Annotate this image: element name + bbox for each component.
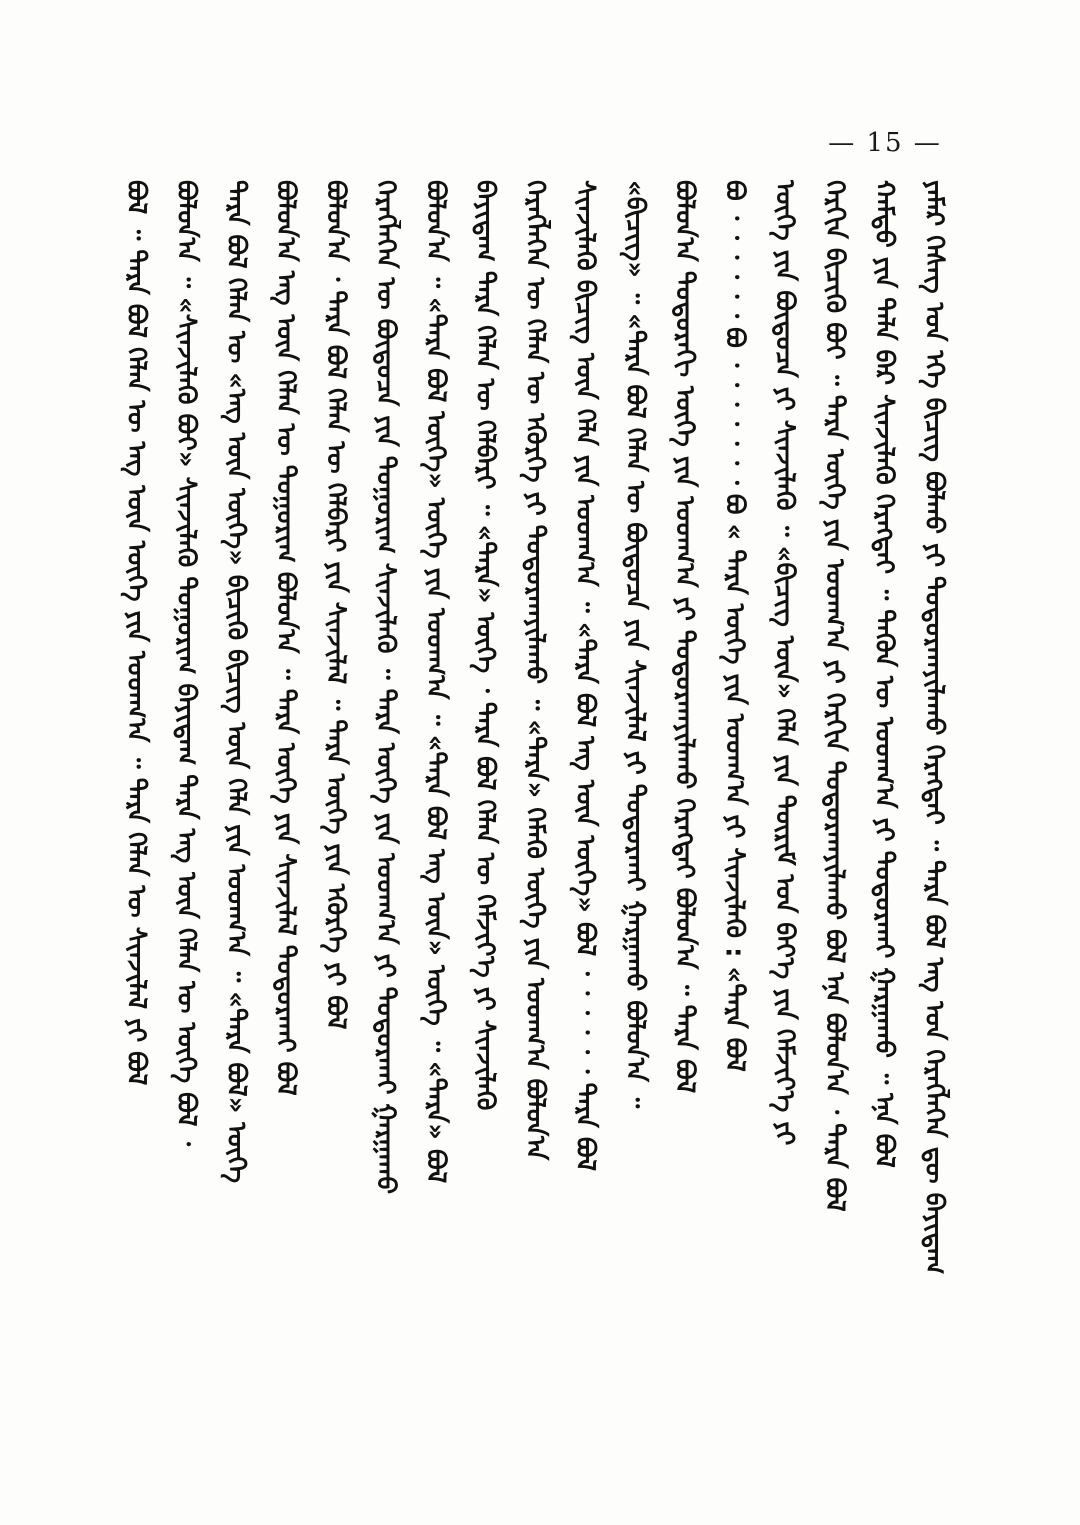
text-column: ᠪᠤᠯᠤᠨ᠎ᠠ ᠂ ᠲᠡᠷᠡ ᠪᠣᠯ ᠬᠡᠯᠡᠨ ᠦ ᠬᠡᠯᠪᠡᠷᠢ ᠶᠢᠨ ᠰᠢᠨᠵᠢᠯᠡᠯ ᠃ ᠲᠡᠷᠡ ᠦᠭᠡ ᠶᠢᠨ ᠡᠭᠦᠷᠭᠡ ᠶᠢ ᠪᠣᠯ <box>320 180 351 1030</box>
mongolian-text-body <box>120 180 950 1410</box>
text-column: ᠬᠠᠮᠲᠤ ᠶᠢᠨ ᠲᠠᠯᠠ ᠪᠠᠷ ᠰᠢᠨᠵᠢᠯᠡᠬᠦ ᠬᠡᠷᠡᠭᠲᠡᠢ ᠃ ᠲᠡᠭᠦᠨ ᠦ ᠤᠳᠬ᠎ᠠ ᠶᠢ ᠲᠣᠳᠣᠷᠬᠠᠢ ᠭᠠᠷᠭᠠᠬᠤ ᠃ ᠡᠨᠡ ᠪᠣᠯ <box>869 180 900 1168</box>
text-column: ᠬᠡᠷᠬᠢᠨ ᠪᠢᠴᠢᠬᠦ ᠪᠤᠢ ᠃ ᠲᠡᠷᠡ ᠦᠭᠡ ᠶᠢᠨ ᠤᠳᠬ᠎ᠠ ᠶᠢ ᠬᠡᠷᠬᠢᠨ ᠲᠣᠳᠣᠷᠬᠠᠶᠢᠯᠠᠬᠤ ᠪᠣᠯ ᠡᠨᠡ ᠪᠣᠯᠤᠨ᠎ᠠ ᠂ ᠲᠡᠷᠡ ᠪᠣᠯ <box>819 180 850 1212</box>
text-column: ᠲᠡᠷᠡ ᠪᠣᠯ ᠬᠡᠯᠡᠨ ᠦ «ᠡᠩ ᠦᠨ ᠦᠭᠡ» ᠪᠢᠴᠢᠬᠦ ᠪᠢᠴᠢᠭ ᠦᠨ ᠬᠡᠯᠡ ᠶᠢᠨ ᠤᠳᠬ᠎ᠠ ᠃ «ᠲᠡᠷᠡ ᠪᠣᠯ» ᠦᠭᠡ <box>220 180 251 1184</box>
text-column: ᠬᠡᠷᠡᠭᠯᠡᠭᠡᠨ ᠦ ᠬᠡᠯᠡᠨ ᠦ ᠡᠭᠦᠷᠭᠡ ᠶᠢ ᠲᠣᠳᠣᠷᠬᠠᠶᠢᠯᠠᠬᠤ ᠃ «ᠲᠡᠷᠡ» ᠬᠡᠮᠡᠬᠦ ᠦᠭᠡ ᠶᠢᠨ ᠤᠳᠬ᠎ᠠ ᠪᠣᠯᠤᠨ᠎ᠠ <box>520 180 550 1161</box>
text-column: ᠪᠣᠯ ᠃ ᠲᠡᠷᠡ ᠪᠣᠯ ᠬᠡᠯᠡᠨ ᠦ ᠡᠩ ᠦᠨ ᠦᠭᠡ ᠶᠢᠨ ᠤᠳᠬ᠎ᠠ ᠃ ᠲᠡᠷᠡ ᠬᠡᠯᠡᠨ ᠦ ᠰᠢᠨᠵᠢᠯᠡᠯ ᠶᠢ ᠪᠣᠯ <box>121 180 151 1086</box>
text-column: ᠪᠣᠯᠤᠨ᠎ᠠ ᠃ «ᠲᠡᠷᠡ ᠪᠣᠯ ᠦᠭᠡ» ᠦᠭᠡ ᠶᠢᠨ ᠤᠳᠬ᠎ᠠ ᠃ «ᠲᠡᠷᠡ ᠪᠣᠯ ᠡᠩ ᠦᠨ» ᠦᠭᠡ ᠃ «ᠲᠡᠷᠡ» ᠪᠣᠯ <box>420 180 451 1184</box>
text-column: ᠶᠠᠮᠠᠷ ᠬᠡᠰᠡᠭ ᠤᠨ ᠡᠬᠡ ᠪᠢᠴᠢᠭ ᠪᠤᠯᠬᠤ ᠶᠢ ᠲᠤᠳᠤᠷᠬᠠᠶᠢᠯᠠᠬᠤ ᠬᠡᠷᠡᠭᠲᠡᠢ ᠃ ᠲᠡᠷᠡ ᠪᠤᠯ ᠡᠩ ᠤᠨ ᠬᠡᠷᠡᠭᠯᠡᠭᠡᠨ ᠳᠦ ᠪᠠᠶᠢᠳᠠᠭ <box>919 180 949 1275</box>
text-column: ᠪᠠᠶᠢᠳᠠᠭ ᠲᠡᠷᠡ ᠬᠡᠯᠡᠨ ᠦ ᠬᠡᠯᠪᠡᠷᠢ ᠃ «ᠲᠡᠷᠡ» ᠦᠭᠡ ᠂ ᠲᠡᠷᠡ ᠪᠣᠯ ᠬᠡᠯᠡᠨ ᠦ ᠬᠡᠮᠵᠢᠶ᠎ᠡ ᠶᠢ ᠰᠢᠨᠵᠢᠯᠡᠬᠦ <box>470 180 501 1111</box>
text-column: «ᠪᠢᠴᠢᠭ» ᠃ «ᠲᠡᠷᠡ ᠪᠣᠯ ᠬᠡᠯᠡᠨ ᠦ ᠪᠦᠲᠦᠴᠡ ᠶᠢᠨ ᠰᠢᠨᠵᠢᠯᠡᠯ ᠶᠢ ᠲᠣᠳᠣᠷᠬᠠᠢ ᠭᠠᠷᠭᠠᠬᠤ ᠪᠣᠯᠤᠨ᠎ᠠ ᠃ <box>619 180 650 1109</box>
text-column: ᠪᠤ ᠂ ᠂ ᠂ ᠂ ᠂ ᠂ ᠪᠤ ᠂ ᠂ ᠂ ᠂ ᠂ ᠂ ᠂ ᠪᠤ « ᠲᠡᠷᠡ ᠦᠭᠡ ᠶᠢᠨ ᠤᠳᠬ᠎ᠠ ᠶᠢ ᠰᠢᠨᠵᠢᠯᠡᠬᠦ : «ᠲᠡᠷᠡ ᠪᠣᠯ <box>719 180 750 1072</box>
text-column: ᠬᠡᠷᠡᠭᠯᠡᠭᠡᠨ ᠦ ᠪᠦᠲᠦᠴᠡ ᠶᠢᠨ ᠲᠤᠭᠤᠷᠢᠭ ᠰᠢᠨᠵᠢᠯᠡᠬᠦ ᠃ ᠲᠡᠷᠡ ᠦᠭᠡ ᠶᠢᠨ ᠤᠳᠬ᠎ᠠ ᠶᠢ ᠲᠣᠳᠣᠷᠬᠠᠢ ᠭᠠᠷᠭᠠᠬᠤ <box>370 180 401 1195</box>
text-column: ᠰᠢᠨᠵᠢᠯᠡᠬᠦ ᠪᠢᠴᠢᠭ ᠦᠨ ᠬᠡᠯᠡ ᠶᠢᠨ ᠤᠳᠬ᠎ᠠ ᠃ «ᠲᠡᠷᠡ ᠪᠣᠯ ᠡᠩ ᠦᠨ ᠦᠭᠡ» ᠪᠣᠯ ᠂ ᠂ ᠂ ᠂ ᠂ ᠂ ᠲᠡᠷᠡ ᠪᠣᠯ <box>569 180 600 1172</box>
text-column: ᠪᠤᠯᠤᠨ᠎ᠠ ᠡᠩ ᠦᠨ ᠬᠡᠯᠡᠨ ᠦ ᠲᠤᠭᠤᠷᠢᠭ ᠪᠣᠯᠤᠨ᠎ᠠ ᠃ ᠲᠡᠷᠡ ᠦᠭᠡ ᠶᠢᠨ ᠰᠢᠨᠵᠢᠯᠡᠯ ᠲᠣᠳᠣᠷᠬᠠᠢ ᠪᠣᠯ <box>270 180 301 1096</box>
text-column: ᠦᠭᠡ ᠶᠢᠨ ᠪᠦᠲᠦᠴᠡ ᠶᠢ ᠰᠢᠨᠵᠢᠯᠡᠬᠦ ᠃ «ᠪᠢᠴᠢᠭ ᠦᠨ» ᠬᠡᠯᠡ ᠶᠢᠨ ᠳᠦᠷᠢᠮ ᠤᠨ ᠪᠡᠶ᠎ᠡ ᠶᠢᠨ ᠬᠡᠮᠵᠢᠶ᠎ᠡ ᠶᠢ <box>769 180 800 1146</box>
text-column: ᠪᠤᠯᠤᠨ᠎ᠠ ᠃ «ᠰᠢᠨᠵᠢᠯᠡᠬᠦ ᠪᠤᠢ» ᠰᠢᠨᠵᠢᠯᠡᠬᠦ ᠲᠤᠭᠤᠷᠢᠭ ᠪᠠᠶᠢᠳᠠᠭ ᠲᠡᠷᠡ ᠡᠩ ᠦᠨ ᠬᠡᠯᠡᠨ ᠦ ᠦᠭᠡ ᠪᠣᠯ ᠂ <box>170 180 201 1146</box>
text-column: ᠪᠤᠯᠤᠨ᠎ᠠ ᠳᠣᠲᠣᠷᠠᠬᠢ ᠦᠭᠡ ᠶᠢᠨ ᠤᠳᠬ᠎ᠠ ᠶᠢ ᠲᠤᠳᠤᠷᠬᠠᠶᠢᠯᠠᠬᠤ ᠬᠡᠷᠡᠭᠲᠡᠢ ᠪᠤᠯᠤᠨ᠎ᠠ ᠃ ᠲᠡᠷᠡ ᠪᠣᠯ <box>669 180 700 1094</box>
page-number: — 15 — <box>828 128 942 158</box>
